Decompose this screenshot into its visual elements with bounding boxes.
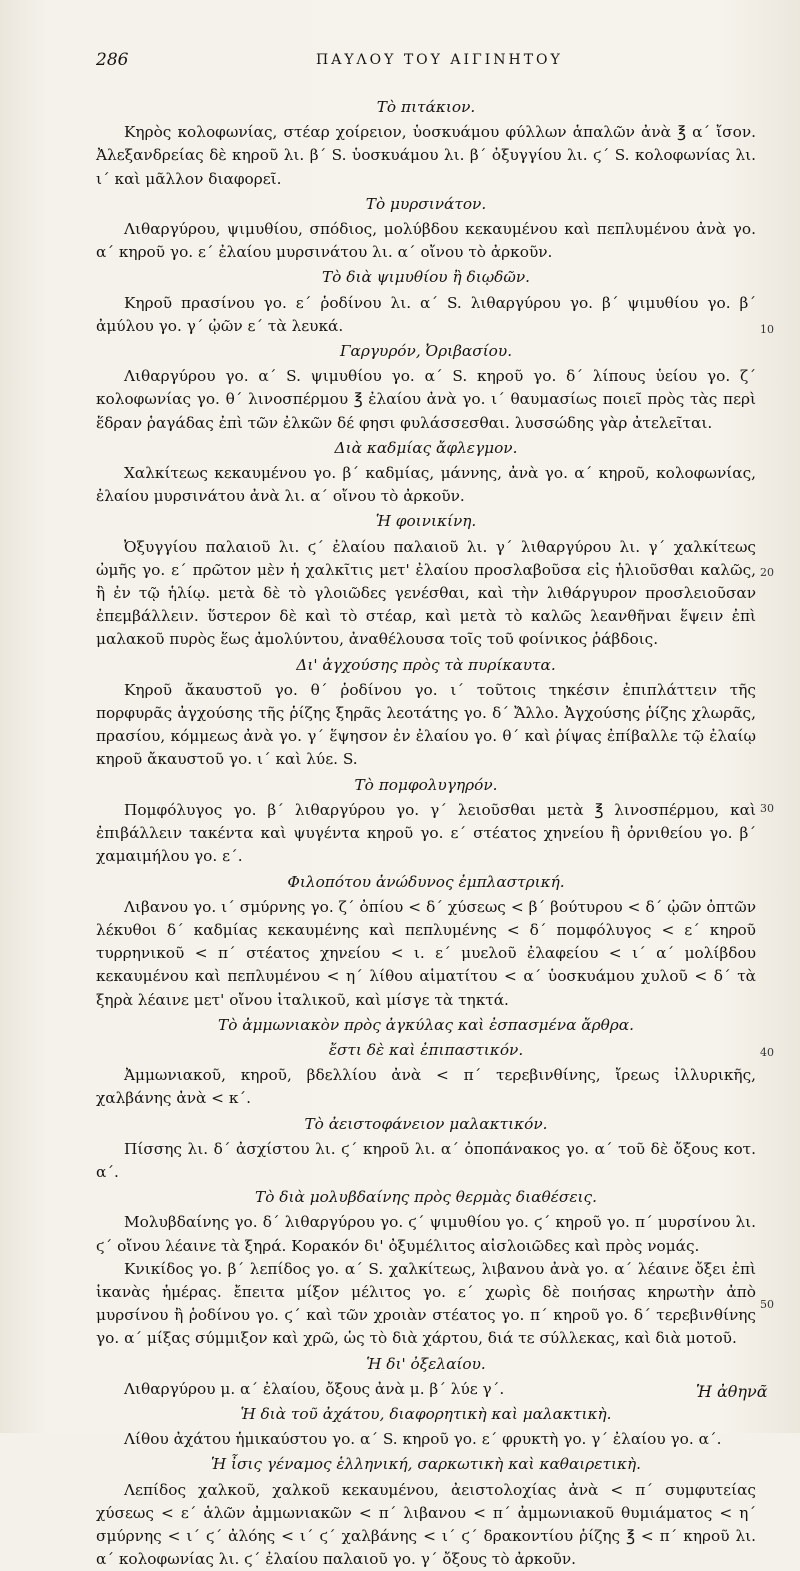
section-heading: Τὸ μυρσινάτον. bbox=[365, 194, 487, 213]
paragraph: Ὀξυγγίου παλαιοῦ λι. ϛ΄ ἐλαίου παλαιοῦ λι. γ΄ λιθαργύρου λι. γ΄ χαλκίτεως ὠμῆς γο. ε΄ πρῶτον μὲν ἡ χαλκῖτις μετ' ἐλαίου προσλαβοῦσα εἰς ἡλιοῦσθαι καλῶς, ἢ ἐν τῷ ἡλίῳ. μετὰ δὲ τὸ γλοιῶδες γενέσθαι, καὶ τὴν λιθάργυρον προσλειοῦσαν ἐπεμβάλλειν. ὕστερον δὲ καὶ τὸ στέαρ, καὶ μετὰ τὸ καλῶς λεανθῆναι ἕψειν ἐπὶ μαλακοῦ πυρὸς ἕως ἀμολύντου, ἀναθέλουσα τοῖς τοῦ φοίνικος ῥάβδοις. bbox=[96, 537, 756, 649]
margin-line-number: 30 bbox=[760, 802, 774, 815]
paragraph: Χαλκίτεως κεκαυμένου γο. β΄ καδμίας, μάννης, ἀνὰ γο. α΄ κηροῦ, κολοφωνίας, ἐλαίου μυρσινάτου ἀνὰ λι. α΄ οἴνου τὸ ἀρκοῦν. bbox=[96, 464, 756, 506]
margin-line-number: 50 bbox=[760, 1298, 774, 1311]
margin-line-number: 40 bbox=[760, 1046, 774, 1059]
paragraph: Λιβανου γο. ι΄ σμύρνης γο. ζ΄ ὀπίου < δ΄ χύσεως < β΄ βούτυρου < δ΄ ᾠῶν ὀπτῶν λέκυθοι δ΄ καδμίας κεκαυμένης καὶ πεπλυμένης < δ΄ πομφόλυγος < ε΄ κηροῦ τυρρηνικοῦ < π΄ στέατος χηνείου < ι. ε΄ μυελοῦ ἐλαφείου < ι΄ α΄ μολίβδου κεκαυμένου καὶ πεπλυμένου < η΄ λίθου αἱματίτου < α΄ ὑοσκυάμου χυλοῦ < δ΄ τὰ ξηρὰ λέαινε μετ' οἴνου ἰταλικοῦ, καὶ μίσγε τὰ τηκτά. bbox=[96, 897, 756, 1009]
paragraph: Μολυβδαίνης γο. δ΄ λιθαργύρου γο. ϛ΄ ψιμυθίου γο. ϛ΄ κηροῦ γο. π΄ μυρσίνου λι. ϛ΄ οἴνου λέαινε τὰ ξηρά. Κορακόν δι' ὀξυμέλιτος αἰσλοιῶδες καὶ πρὸς νομάς. bbox=[96, 1213, 756, 1255]
section-heading: Τὸ διὰ μολυβδαίνης πρὸς θερμὰς διαθέσεις. bbox=[255, 1188, 597, 1207]
section-heading: Ἡ φοινικίνη. bbox=[375, 512, 477, 531]
paragraph: Λεπίδος χαλκοῦ, χαλκοῦ κεκαυμένου, ἀειστολοχίας ἀνὰ < π΄ συμφυτείας χύσεως < ε΄ ἁλῶν ἀμμωνιακῶν < π΄ λιβανου < π΄ ἀμμωνιακοῦ θυμιάματος < η΄ σμύρνης < ι΄ ϛ΄ ἀλόης < ι΄ ϛ΄ χαλβάνης < ι΄ ϛ΄ δρακοντίου ῥίζης ℥ < π΄ κηροῦ λι. α΄ κολοφωνίας λι. ϛ΄ ἐλαίου παλαιοῦ γο. γ΄ ὄξους τὸ ἀρκοῦν. bbox=[96, 1480, 756, 1569]
paragraph: Λιθαργύρου, ψιμυθίου, σπόδιος, μολύβδου κεκαυμένου καὶ πεπλυμένου ἀνὰ γο. α΄ κηροῦ γο. ε΄ ἐλαίου μυρσινάτου λι. α΄ οἴνου τὸ ἀρκοῦν. bbox=[96, 220, 756, 262]
paragraph: Λίθου ἀχάτου ἡμικαύστου γο. α΄ S. κηροῦ γο. ε΄ φρυκτὴ γο. γ΄ ἐλαίου γο. α΄. bbox=[124, 1430, 722, 1449]
section-heading: Τὸ ἀμμωνιακὸν πρὸς ἀγκύλας καὶ ἐσπασμένα ἄρθρα. bbox=[218, 1015, 634, 1034]
paragraph: Πίσσης λι. δ΄ ἀσχίστου λι. ϛ΄ κηροῦ λι. α΄ ὀποπάνακος γο. α΄ τοῦ δὲ ὄξους κοτ. α΄. bbox=[96, 1139, 756, 1181]
section-heading: Διὰ καδμίας ἄφλεγμον. bbox=[334, 438, 518, 457]
paragraph: Κηρὸς κολοφωνίας, στέαρ χοίρειον, ὑοσκυάμου φύλλων ἁπαλῶν ἀνὰ ℥ α΄ ἴσον. Ἀλεξανδρείας δὲ κηροῦ λι. β΄ S. ὑοσκυάμου λι. β΄ ὀξυγγίου λι. ϛ΄ S. κολοφωνίας λι. ι΄ καὶ μᾶλλον διαφορεῖ. bbox=[96, 123, 756, 188]
paragraph: Κνικίδος γο. β΄ λεπίδος γο. α΄ S. χαλκίτεως, λιβανου ἀνὰ γο. α΄ λέαινε ὄξει ἐπὶ ἱκανὰς ἡμέρας. ἔπειτα μίξον μέλιτος γο. ε΄ χωρὶς δὲ ποιήσας κηρωτὴν ἀπὸ μυρσίνου ἢ ῥοδίνου γο. ϛ΄ καὶ τῶν χροιὰν στέατος γο. π΄ κηροῦ γο. δ΄ τερεβινθίνης γο. α΄ μίξας σύμμιξον καὶ χρῶ, ὡς τὸ διὰ χάρτου, διά τε σύλλεκας, καὶ διὰ μοτοῦ. bbox=[96, 1259, 756, 1348]
paragraph: Λιθαργύρου γο. α΄ S. ψιμυθίου γο. α΄ S. κηροῦ γο. δ΄ λίπους ὑείου γο. ζ΄ κολοφωνίας γο. θ΄ λινοσπέρμου ℥ ἐλαίου ἀνὰ γο. ι΄ θαυμασίως ποιεῖ πρὸς τὰς περὶ ἕδραν ῥαγάδας ἐπὶ τῶν ἐλκῶν δέ φησι φυλάσσεσθαι. λυσσώδης γὰρ ἀτελεῖται. bbox=[96, 367, 756, 432]
section-heading: Τὸ ἀειστοφάνειον μαλακτικόν. bbox=[304, 1114, 548, 1133]
section-heading: Δι' ἀγχούσης πρὸς τὰ πυρίκαυτα. bbox=[296, 655, 556, 674]
section-heading: Ἡ ἶσις γέναμος ἑλληνική, σαρκωτικὴ καὶ καθαιρετικὴ. bbox=[210, 1455, 642, 1474]
catchword: Ἡ ἀθηνᾶ bbox=[696, 1382, 768, 1401]
section-heading: Ἡ δι' ὀξελαίου. bbox=[366, 1354, 486, 1373]
margin-line-number: 10 bbox=[760, 323, 774, 336]
margin-line-number: 20 bbox=[760, 566, 774, 579]
section-heading: Τὸ πιτάκιον. bbox=[376, 98, 476, 116]
section-heading: Ἡ διὰ τοῦ ἀχάτου, διαφορητικὴ καὶ μαλακτικὴ. bbox=[240, 1404, 612, 1423]
paragraph: Κηροῦ ἄκαυστοῦ γο. θ΄ ῥοδίνου γο. ι΄ τοῦτοις τηκέσιν ἐπιπλάττειν τῆς πορφυρᾶς ἀγχούσης τῆς ῥίζης ξηρᾶς λεοτάτης γο. δ΄ Ἄλλο. Ἀγχούσης ῥίζης χλωρᾶς, πρασίου, κόμμεως ἀνὰ γο. γ΄ ἕψησον ἐν ἐλαίου γο. θ΄ καὶ ῥίψας ἐπίβαλλε τῷ ἐλαίῳ κηροῦ ἄκαυστοῦ γο. ι΄ καὶ λύε. S. bbox=[96, 680, 756, 769]
section-heading: Φιλοπότου ἀνώδυνος ἐμπλαστρική. bbox=[287, 872, 565, 891]
section-heading: Γαργυρόν, Ὀριβασίου. bbox=[339, 342, 513, 361]
page-number: 286 bbox=[96, 50, 129, 70]
section-heading: Τὸ διὰ ψιμυθίου ἢ διῳδῶν. bbox=[321, 268, 531, 287]
paragraph: Ἀμμωνιακοῦ, κηροῦ, βδελλίου ἀνὰ < π΄ τερεβινθίνης, ἴρεως ἰλλυρικῆς, χαλβάνης ἀνὰ < κ΄. bbox=[96, 1066, 756, 1108]
page-body bbox=[96, 94, 756, 1571]
section-heading: ἔστι δὲ καὶ ἐπιπαστικόν. bbox=[328, 1040, 524, 1059]
page-header bbox=[96, 50, 656, 76]
paragraph: Πομφόλυγος γο. β΄ λιθαργύρου γο. γ΄ λειοῦσθαι μετὰ ℥ λινοσπέρμου, καὶ ἐπιβάλλειν τακέντα καὶ ψυγέντα κηροῦ γο. ε΄ στέατος χηνείου ἢ ὀρνιθείου γο. β΄ χαμαιμήλου γο. ε΄. bbox=[96, 800, 756, 866]
section-heading: Τὸ πομφολυγηρόν. bbox=[354, 775, 498, 794]
paragraph: Κηροῦ πρασίνου γο. ε΄ ῥοδίνου λι. α΄ S. λιθαργύρου γο. β΄ ψιμυθίου γο. β΄ ἀμύλου γο. γ΄ ᾠῶν ε΄ τὰ λευκά. bbox=[96, 293, 756, 335]
paragraph: Λιθαργύρου μ. α΄ ἐλαίου, ὄξους ἀνὰ μ. β΄ λύε γ΄. bbox=[124, 1379, 505, 1398]
running-title: ΠΑΥΛΟΥ ΤΟΥ ΑΙΓΙΝΗΤΟΥ bbox=[316, 52, 563, 68]
